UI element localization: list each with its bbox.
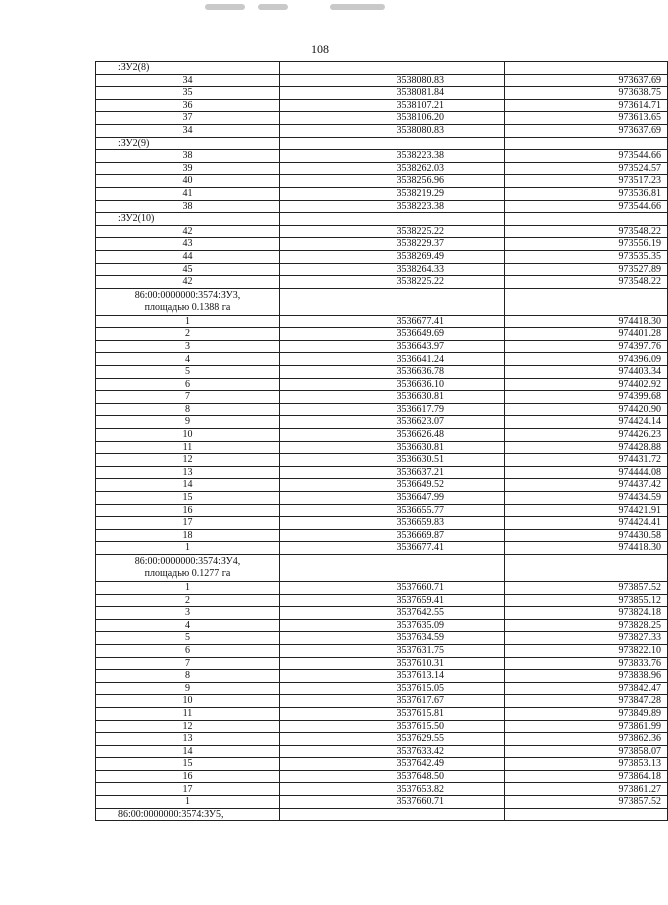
- table-row: [96, 492, 668, 505]
- point-number-cell: 6: [96, 378, 280, 391]
- table-row: [96, 124, 668, 137]
- point-number-cell: 42: [96, 225, 280, 238]
- x-coordinate-cell: 3536677.41: [280, 315, 505, 328]
- point-number-cell: 35: [96, 87, 280, 100]
- table-row: [96, 200, 668, 213]
- point-number-cell: 11: [96, 707, 280, 720]
- point-number-cell: 17: [96, 517, 280, 530]
- table-row: [96, 340, 668, 353]
- x-coordinate-cell: 3536643.97: [280, 340, 505, 353]
- y-coordinate-cell: 973517.23: [505, 175, 668, 188]
- y-coordinate-cell: 973853.13: [505, 758, 668, 771]
- table-row: [96, 504, 668, 517]
- table-row: [96, 353, 668, 366]
- y-coordinate-cell: 973838.96: [505, 670, 668, 683]
- x-coordinate-cell: 3538225.22: [280, 276, 505, 289]
- table-row: [96, 187, 668, 200]
- table-row: [96, 644, 668, 657]
- table-row: [96, 441, 668, 454]
- x-coordinate-cell: 3538223.38: [280, 150, 505, 163]
- x-coordinate-cell: 3536659.83: [280, 517, 505, 530]
- point-number-cell: 18: [96, 529, 280, 542]
- point-number-cell: 40: [96, 175, 280, 188]
- x-coordinate-cell: 3537635.09: [280, 619, 505, 632]
- empty-cell: [280, 62, 505, 75]
- y-coordinate-cell: 973556.19: [505, 238, 668, 251]
- y-coordinate-cell: 973857.52: [505, 581, 668, 594]
- x-coordinate-cell: 3538223.38: [280, 200, 505, 213]
- y-coordinate-cell: 974434.59: [505, 492, 668, 505]
- section-header-row: [96, 62, 668, 75]
- point-number-cell: 8: [96, 670, 280, 683]
- x-coordinate-cell: 3537615.81: [280, 707, 505, 720]
- point-number-cell: 36: [96, 99, 280, 112]
- y-coordinate-cell: 974428.88: [505, 441, 668, 454]
- section-header-row: [96, 554, 668, 581]
- y-coordinate-cell: 974437.42: [505, 479, 668, 492]
- parcel-id-text: 86:00:0000000:3574:ЗУ3,: [134, 289, 241, 301]
- point-number-cell: 14: [96, 745, 280, 758]
- x-coordinate-cell: 3538229.37: [280, 238, 505, 251]
- point-number-cell: 5: [96, 632, 280, 645]
- y-coordinate-cell: 973828.25: [505, 619, 668, 632]
- table-row: [96, 225, 668, 238]
- point-number-cell: 44: [96, 250, 280, 263]
- empty-cell: [280, 288, 505, 315]
- y-coordinate-cell: 973822.10: [505, 644, 668, 657]
- point-number-cell: 3: [96, 340, 280, 353]
- x-coordinate-cell: 3537613.14: [280, 670, 505, 683]
- x-coordinate-cell: 3537633.42: [280, 745, 505, 758]
- point-number-cell: 1: [96, 315, 280, 328]
- table-row: [96, 657, 668, 670]
- parcel-id-text: 86:00:0000000:3574:ЗУ4,: [134, 555, 241, 567]
- x-coordinate-cell: 3538262.03: [280, 162, 505, 175]
- table-row: [96, 112, 668, 125]
- x-coordinate-cell: 3536647.99: [280, 492, 505, 505]
- x-coordinate-cell: 3536637.21: [280, 466, 505, 479]
- x-coordinate-cell: 3536626.48: [280, 429, 505, 442]
- table-row: [96, 796, 668, 809]
- y-coordinate-cell: 974399.68: [505, 391, 668, 404]
- point-number-cell: 37: [96, 112, 280, 125]
- x-coordinate-cell: 3537642.55: [280, 607, 505, 620]
- table-row: [96, 150, 668, 163]
- y-coordinate-cell: 974424.14: [505, 416, 668, 429]
- empty-cell: [505, 213, 668, 226]
- point-number-cell: 4: [96, 619, 280, 632]
- empty-cell: [280, 213, 505, 226]
- table-row: [96, 479, 668, 492]
- x-coordinate-cell: 3538264.33: [280, 263, 505, 276]
- y-coordinate-cell: 973637.69: [505, 74, 668, 87]
- section-label-cell: :ЗУ2(8): [96, 62, 280, 75]
- table-body: [96, 62, 668, 821]
- table-row: [96, 162, 668, 175]
- table-row: [96, 607, 668, 620]
- point-number-cell: 15: [96, 758, 280, 771]
- table-row: [96, 517, 668, 530]
- point-number-cell: 7: [96, 391, 280, 404]
- y-coordinate-cell: 974444.08: [505, 466, 668, 479]
- point-number-cell: 13: [96, 466, 280, 479]
- table-row: [96, 87, 668, 100]
- y-coordinate-cell: 973862.36: [505, 733, 668, 746]
- table-row: [96, 366, 668, 379]
- y-coordinate-cell: 974421.91: [505, 504, 668, 517]
- point-number-cell: 9: [96, 416, 280, 429]
- point-number-cell: 42: [96, 276, 280, 289]
- section-label-cell: :ЗУ2(10): [96, 213, 280, 226]
- y-coordinate-cell: 974418.30: [505, 542, 668, 555]
- point-number-cell: 8: [96, 403, 280, 416]
- y-coordinate-cell: 973847.28: [505, 695, 668, 708]
- point-number-cell: 38: [96, 150, 280, 163]
- section-label-cell: :ЗУ2(9): [96, 137, 280, 150]
- empty-cell: [280, 554, 505, 581]
- y-coordinate-cell: 974431.72: [505, 454, 668, 467]
- table-row: [96, 682, 668, 695]
- table-row: [96, 529, 668, 542]
- x-coordinate-cell: 3537659.41: [280, 594, 505, 607]
- x-coordinate-cell: 3537631.75: [280, 644, 505, 657]
- section-header-row: [96, 808, 668, 821]
- table-row: [96, 429, 668, 442]
- x-coordinate-cell: 3536617.79: [280, 403, 505, 416]
- y-coordinate-cell: 973861.27: [505, 783, 668, 796]
- y-coordinate-cell: 974420.90: [505, 403, 668, 416]
- table-row: [96, 758, 668, 771]
- x-coordinate-cell: 3536655.77: [280, 504, 505, 517]
- x-coordinate-cell: 3536636.10: [280, 378, 505, 391]
- scan-speck: [330, 4, 385, 10]
- y-coordinate-cell: 973535.35: [505, 250, 668, 263]
- table-row: [96, 99, 668, 112]
- table-row: [96, 238, 668, 251]
- point-number-cell: 41: [96, 187, 280, 200]
- table-row: [96, 733, 668, 746]
- table-row: [96, 581, 668, 594]
- y-coordinate-cell: 973833.76: [505, 657, 668, 670]
- y-coordinate-cell: 973614.71: [505, 99, 668, 112]
- x-coordinate-cell: 3536677.41: [280, 542, 505, 555]
- x-coordinate-cell: 3537634.59: [280, 632, 505, 645]
- parcel-area-text: площадью 0.1277 га: [144, 567, 231, 579]
- section-label-cell: 86:00:0000000:3574:ЗУ5,: [96, 808, 280, 821]
- empty-cell: [505, 62, 668, 75]
- y-coordinate-cell: 973849.89: [505, 707, 668, 720]
- y-coordinate-cell: 974418.30: [505, 315, 668, 328]
- page-number: 108: [311, 42, 329, 56]
- table-row: [96, 263, 668, 276]
- y-coordinate-cell: 974403.34: [505, 366, 668, 379]
- table-row: [96, 619, 668, 632]
- x-coordinate-cell: 3537653.82: [280, 783, 505, 796]
- y-coordinate-cell: 973864.18: [505, 770, 668, 783]
- table-row: [96, 594, 668, 607]
- y-coordinate-cell: 974401.28: [505, 328, 668, 341]
- point-number-cell: 13: [96, 733, 280, 746]
- x-coordinate-cell: 3537629.55: [280, 733, 505, 746]
- y-coordinate-cell: 974430.58: [505, 529, 668, 542]
- y-coordinate-cell: 973861.99: [505, 720, 668, 733]
- y-coordinate-cell: 973524.57: [505, 162, 668, 175]
- y-coordinate-cell: 973638.75: [505, 87, 668, 100]
- y-coordinate-cell: 974397.76: [505, 340, 668, 353]
- y-coordinate-cell: 973858.07: [505, 745, 668, 758]
- table-row: [96, 466, 668, 479]
- empty-cell: [505, 137, 668, 150]
- table-row: [96, 707, 668, 720]
- x-coordinate-cell: 3537660.71: [280, 796, 505, 809]
- x-coordinate-cell: 3538106.20: [280, 112, 505, 125]
- point-number-cell: 5: [96, 366, 280, 379]
- point-number-cell: 12: [96, 720, 280, 733]
- table-row: [96, 175, 668, 188]
- y-coordinate-cell: 973548.22: [505, 276, 668, 289]
- table-row: [96, 328, 668, 341]
- coordinates-table: [95, 61, 668, 821]
- section-header-row: [96, 137, 668, 150]
- table-row: [96, 745, 668, 758]
- table-row: [96, 378, 668, 391]
- table-row: [96, 416, 668, 429]
- point-number-cell: 1: [96, 796, 280, 809]
- x-coordinate-cell: 3538219.29: [280, 187, 505, 200]
- x-coordinate-cell: 3538269.49: [280, 250, 505, 263]
- table-row: [96, 695, 668, 708]
- table-row: [96, 542, 668, 555]
- x-coordinate-cell: 3537660.71: [280, 581, 505, 594]
- y-coordinate-cell: 974426.23: [505, 429, 668, 442]
- x-coordinate-cell: 3536649.69: [280, 328, 505, 341]
- point-number-cell: 1: [96, 581, 280, 594]
- y-coordinate-cell: 974402.92: [505, 378, 668, 391]
- y-coordinate-cell: 974396.09: [505, 353, 668, 366]
- x-coordinate-cell: 3538107.21: [280, 99, 505, 112]
- section-label-cell: [96, 554, 280, 581]
- empty-cell: [280, 137, 505, 150]
- point-number-cell: 6: [96, 644, 280, 657]
- point-number-cell: 17: [96, 783, 280, 796]
- x-coordinate-cell: 3536623.07: [280, 416, 505, 429]
- x-coordinate-cell: 3536649.52: [280, 479, 505, 492]
- x-coordinate-cell: 3538225.22: [280, 225, 505, 238]
- point-number-cell: 12: [96, 454, 280, 467]
- y-coordinate-cell: 973544.66: [505, 200, 668, 213]
- x-coordinate-cell: 3538081.84: [280, 87, 505, 100]
- table-row: [96, 632, 668, 645]
- y-coordinate-cell: 973527.89: [505, 263, 668, 276]
- point-number-cell: 16: [96, 770, 280, 783]
- point-number-cell: 10: [96, 429, 280, 442]
- point-number-cell: 15: [96, 492, 280, 505]
- point-number-cell: 4: [96, 353, 280, 366]
- x-coordinate-cell: 3538080.83: [280, 124, 505, 137]
- point-number-cell: 3: [96, 607, 280, 620]
- y-coordinate-cell: 973613.65: [505, 112, 668, 125]
- section-label-cell: [96, 288, 280, 315]
- x-coordinate-cell: 3537648.50: [280, 770, 505, 783]
- table-row: [96, 276, 668, 289]
- x-coordinate-cell: 3538080.83: [280, 74, 505, 87]
- point-number-cell: 43: [96, 238, 280, 251]
- empty-cell: [505, 554, 668, 581]
- point-number-cell: 9: [96, 682, 280, 695]
- point-number-cell: 34: [96, 74, 280, 87]
- x-coordinate-cell: 3536630.81: [280, 441, 505, 454]
- table-row: [96, 391, 668, 404]
- y-coordinate-cell: 973548.22: [505, 225, 668, 238]
- point-number-cell: 2: [96, 594, 280, 607]
- point-number-cell: 45: [96, 263, 280, 276]
- scan-speck: [258, 4, 288, 10]
- point-number-cell: 14: [96, 479, 280, 492]
- x-coordinate-cell: 3538256.96: [280, 175, 505, 188]
- table-row: [96, 250, 668, 263]
- x-coordinate-cell: 3536630.51: [280, 454, 505, 467]
- empty-cell: [280, 808, 505, 821]
- x-coordinate-cell: 3537617.67: [280, 695, 505, 708]
- point-number-cell: 11: [96, 441, 280, 454]
- point-number-cell: 38: [96, 200, 280, 213]
- point-number-cell: 34: [96, 124, 280, 137]
- point-number-cell: 7: [96, 657, 280, 670]
- table-row: [96, 74, 668, 87]
- y-coordinate-cell: 973536.81: [505, 187, 668, 200]
- table-row: [96, 770, 668, 783]
- x-coordinate-cell: 3537615.05: [280, 682, 505, 695]
- y-coordinate-cell: 973842.47: [505, 682, 668, 695]
- y-coordinate-cell: 973824.18: [505, 607, 668, 620]
- y-coordinate-cell: 973855.12: [505, 594, 668, 607]
- section-header-row: [96, 213, 668, 226]
- section-header-row: [96, 288, 668, 315]
- table-row: [96, 403, 668, 416]
- point-number-cell: 1: [96, 542, 280, 555]
- table-row: [96, 315, 668, 328]
- x-coordinate-cell: 3537615.50: [280, 720, 505, 733]
- point-number-cell: 16: [96, 504, 280, 517]
- x-coordinate-cell: 3536669.87: [280, 529, 505, 542]
- empty-cell: [505, 288, 668, 315]
- point-number-cell: 2: [96, 328, 280, 341]
- scan-speck: [205, 4, 245, 10]
- y-coordinate-cell: 973544.66: [505, 150, 668, 163]
- x-coordinate-cell: 3536641.24: [280, 353, 505, 366]
- y-coordinate-cell: 973857.52: [505, 796, 668, 809]
- table-row: [96, 783, 668, 796]
- y-coordinate-cell: 973637.69: [505, 124, 668, 137]
- empty-cell: [505, 808, 668, 821]
- table-row: [96, 670, 668, 683]
- table-row: [96, 454, 668, 467]
- y-coordinate-cell: 973827.33: [505, 632, 668, 645]
- parcel-area-text: площадью 0.1388 га: [144, 301, 231, 313]
- x-coordinate-cell: 3536636.78: [280, 366, 505, 379]
- x-coordinate-cell: 3537610.31: [280, 657, 505, 670]
- point-number-cell: 10: [96, 695, 280, 708]
- table-row: [96, 720, 668, 733]
- x-coordinate-cell: 3536630.81: [280, 391, 505, 404]
- x-coordinate-cell: 3537642.49: [280, 758, 505, 771]
- y-coordinate-cell: 974424.41: [505, 517, 668, 530]
- point-number-cell: 39: [96, 162, 280, 175]
